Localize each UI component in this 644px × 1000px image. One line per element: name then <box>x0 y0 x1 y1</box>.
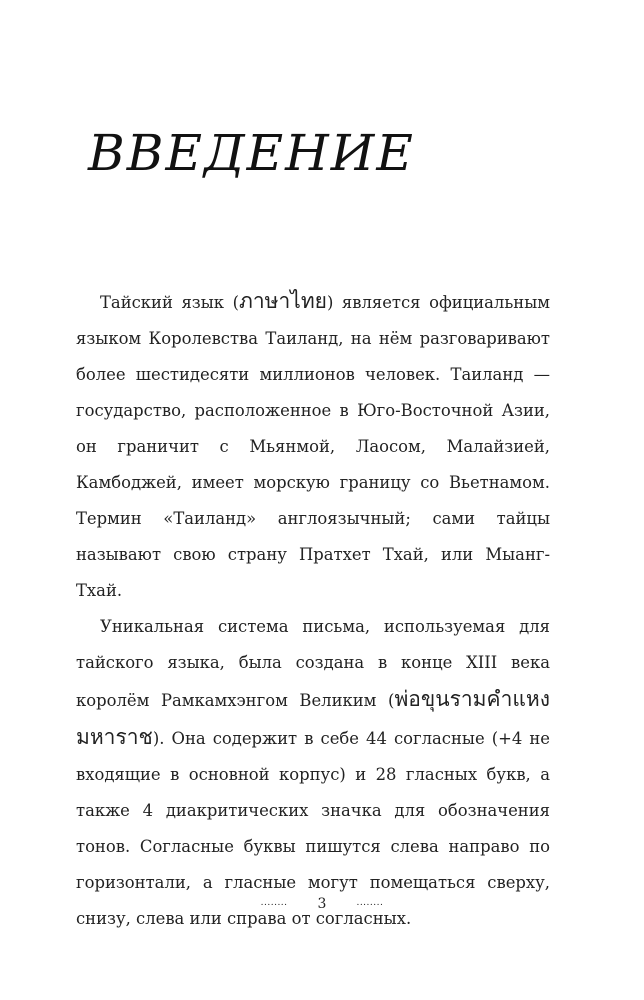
page-footer <box>0 896 644 912</box>
thai-term-phasa-thai: ภาษาไทย <box>238 289 327 313</box>
paragraph-2 <box>76 609 550 937</box>
paragraph-2-text-b: ). Она содержит в себе 44 согласные (+4 не входящие в основной корпус) и 28 гласных букв, а также 4 диакритических значка для обозначения тонов. Согласные буквы пишутся слева направо по горизонтали, а гласные могут помещаться сверху, снизу, слева или справа от согласных. <box>76 729 550 928</box>
footer-right-dots: ........ <box>356 898 384 908</box>
page-number: 3 <box>317 896 327 912</box>
chapter-title: ВВЕДЕНИЕ <box>88 124 415 182</box>
paragraph-1-text-a: Тайский язык ( <box>100 293 239 312</box>
body-text <box>76 283 550 937</box>
footer-left-dots: ........ <box>260 898 288 908</box>
thai-term-king-name: พ่อขุนรามคำแหงมหาราช <box>76 687 550 749</box>
paragraph-1 <box>76 283 550 609</box>
paragraph-1-text-b: ) является официальным языком Королевства Таиланд, на нём разговаривают более шестидесяти миллионов человек. Таиланд — государство, расположенное в Юго-Восточной Азии, он граничит с Мьянмой, Лаосом, Малайзией, Камбоджей, имеет морскую границу со Вьетнамом. Термин «Таиланд» англоязычный; сами тайцы называют свою страну Пратхет Тхай, или Мыанг-Тхай. <box>76 293 550 600</box>
paragraph-2-text-a: Уникальная система письма, используемая для тайского языка, была создана в конце XIII века королём Рамкамхэнгом Великим ( <box>76 617 550 710</box>
